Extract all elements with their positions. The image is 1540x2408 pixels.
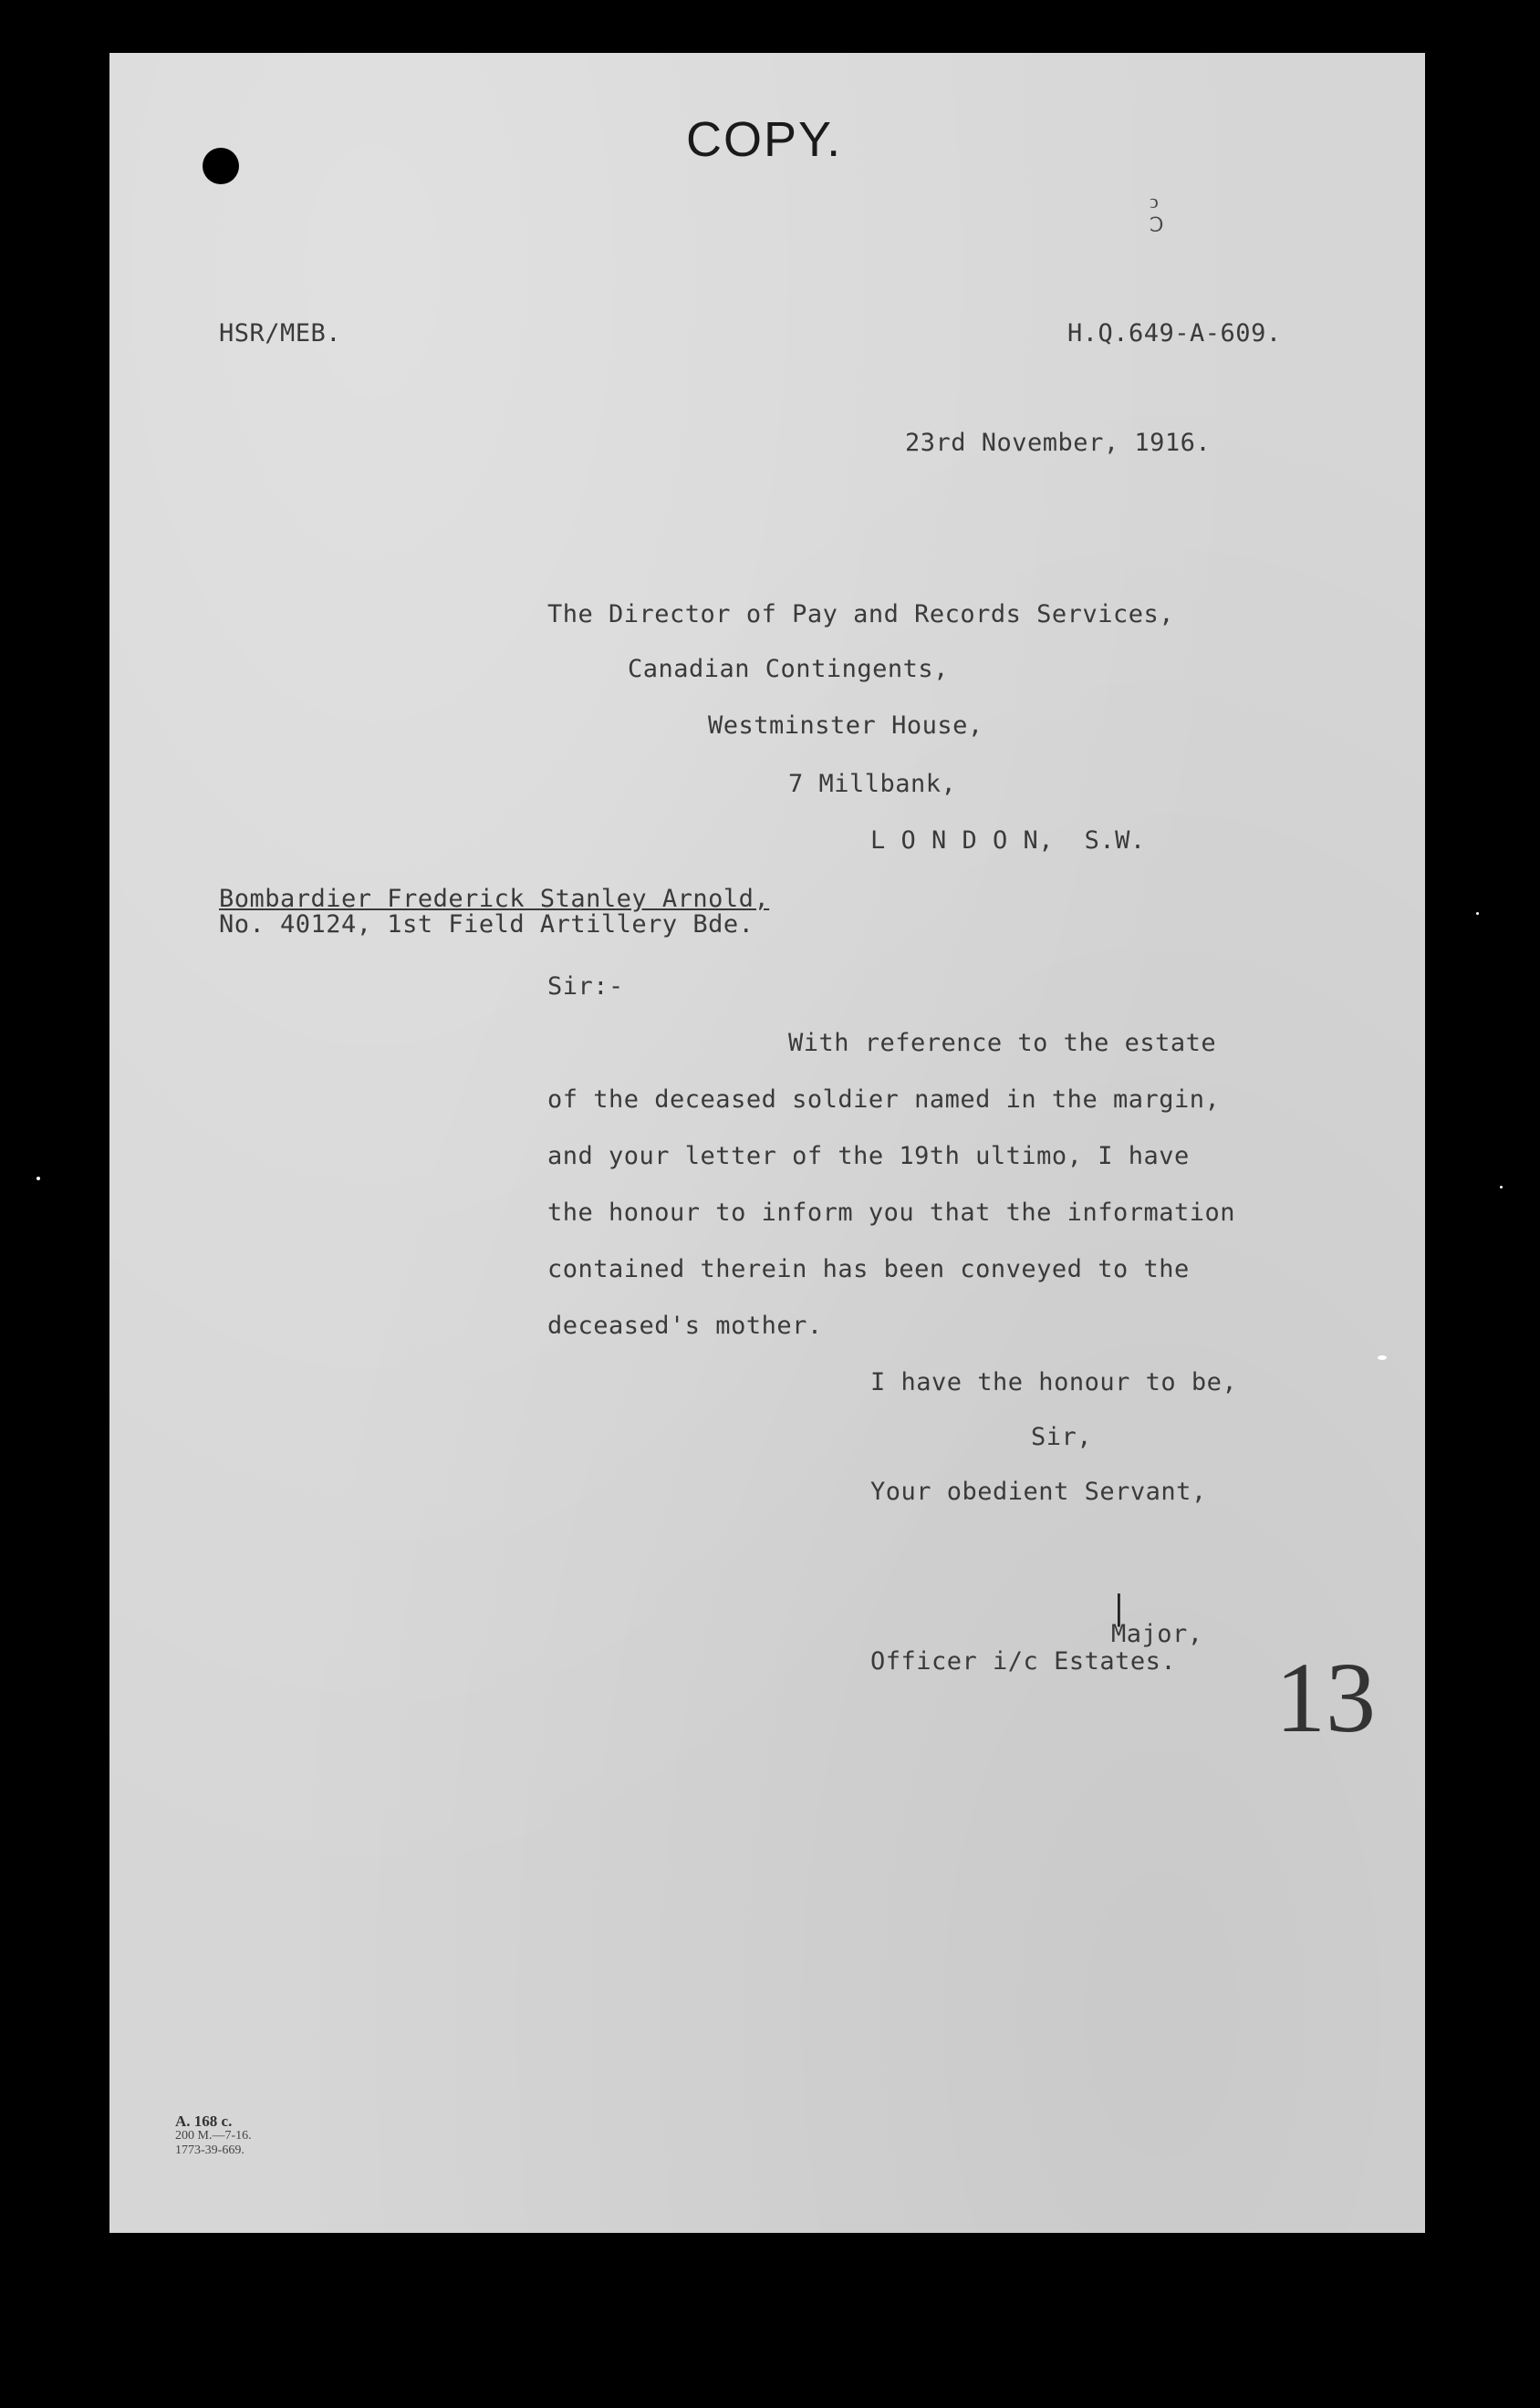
signature-rank: Major, [1111,1620,1203,1648]
signature-title: Officer i/c Estates. [870,1647,1177,1676]
addressee-line: Westminster House, [708,711,983,740]
form-number-line: 200 M.—7-16. [175,2129,252,2143]
body-line: the honour to inform you that the information [547,1199,1235,1227]
margin-note-line: Bombardier Frederick Stanley Arnold, [219,885,770,913]
salutation: Sir:- [547,972,624,1001]
signature-mark: | [1115,1586,1123,1627]
closing-line: Sir, [1031,1423,1093,1451]
closing-line: Your obedient Servant, [870,1478,1207,1506]
film-speck [36,1177,40,1180]
form-number [175,2114,252,2158]
reference-right: H.Q.649-A-609. [1067,319,1282,348]
page-number: 13 [1275,1642,1376,1753]
document-page [109,53,1425,2233]
body-line: contained therein has been conveyed to the [547,1255,1190,1283]
addressee-line: The Director of Pay and Records Services, [547,600,1174,628]
reference-left: HSR/MEB. [219,319,342,348]
letter-date: 23rd November, 1916. [905,429,1212,457]
closing-line: I have the honour to be, [870,1368,1238,1396]
body-line: of the deceased soldier named in the margin, [547,1085,1221,1114]
film-speck [1378,1355,1387,1360]
film-speck [1500,1186,1503,1188]
margin-note-line: No. 40124, 1st Field Artillery Bde. [219,910,754,939]
pencil-marks: ↄ Ↄ [1150,190,1164,236]
addressee-line: L O N D O N, S.W. [870,826,1146,855]
film-speck [1476,912,1479,915]
addressee-line: 7 Millbank, [788,770,957,798]
form-number-line: A. 168 c. [175,2112,233,2130]
body-line: With reference to the estate [788,1029,1217,1057]
form-number-line: 1773-39-669. [175,2143,245,2157]
body-line: deceased's mother. [547,1312,823,1340]
punch-hole [203,148,239,184]
body-line: and your letter of the 19th ultimo, I have [547,1142,1190,1170]
addressee-line: Canadian Contingents, [628,655,949,683]
copy-heading: COPY. [686,112,843,167]
